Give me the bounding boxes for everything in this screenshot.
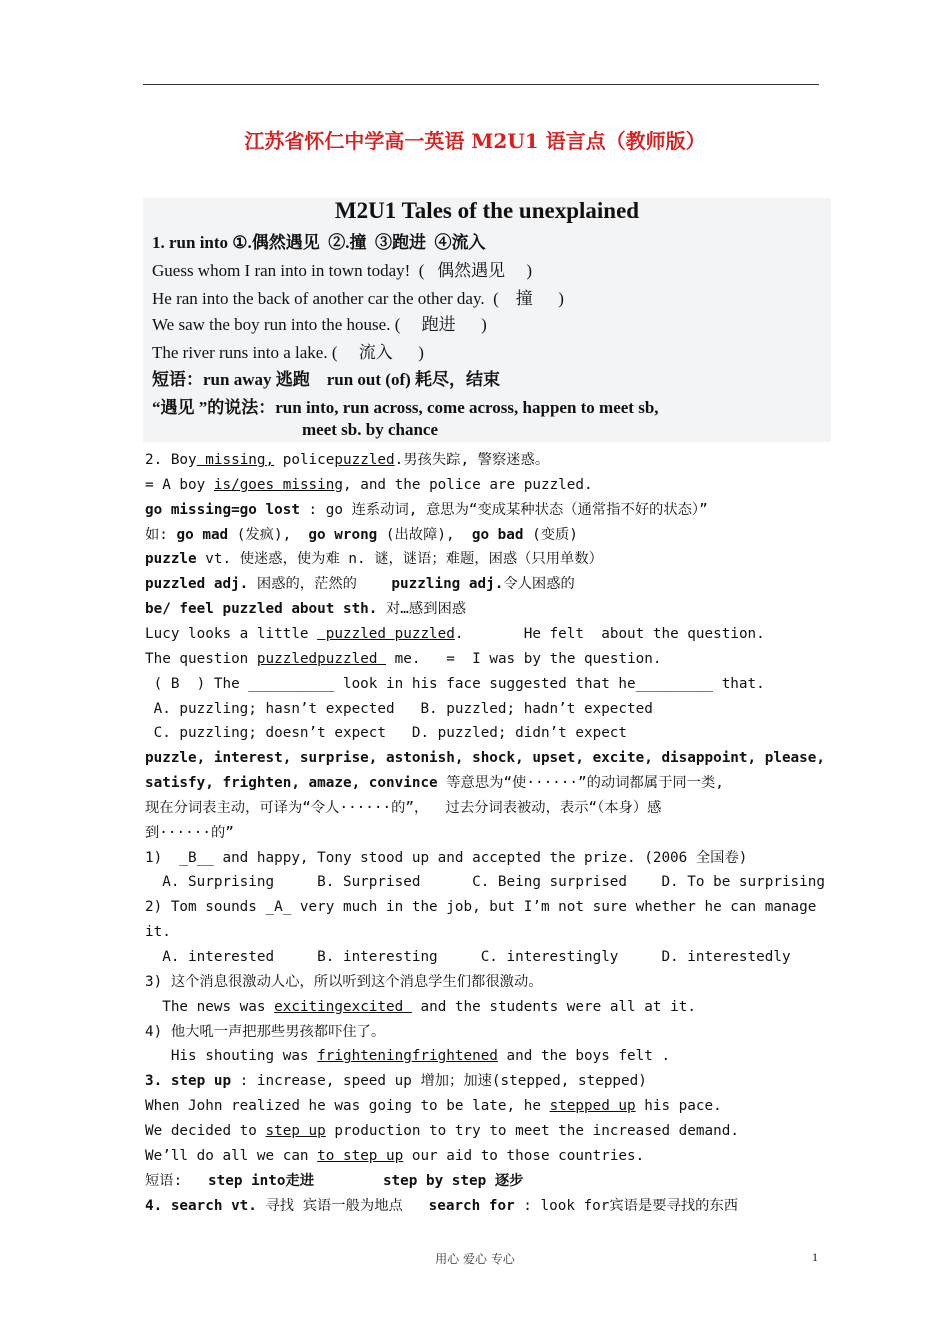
- bold-term: step into走进 step by step 逐步: [208, 1172, 524, 1189]
- text-run: 2. Boy: [145, 452, 197, 468]
- text-line: [145, 549, 603, 569]
- text-line: [145, 1071, 647, 1091]
- page-footer: 用心 爱心 专心: [435, 1252, 515, 1266]
- text-run: 到······的”: [145, 824, 234, 841]
- document-title: 江苏省怀仁中学高一英语 M2U1 语言点（教师版）: [244, 129, 706, 153]
- text-run: production to try to meet the increased demand.: [325, 1122, 739, 1139]
- text-run: We’ll do all we can: [145, 1147, 318, 1164]
- text-run: 令人困惑的: [503, 576, 575, 593]
- bold-term: go bad: [471, 526, 524, 543]
- text-run: at it.: [644, 998, 696, 1015]
- bold-term: 4. search vt.: [145, 1197, 257, 1214]
- text-line: [145, 1146, 644, 1166]
- panel-line: 1. run into ①.偶然遇见 ②.撞 ③跑进 ④流入: [152, 233, 486, 252]
- text-run: 短语:: [145, 1172, 209, 1189]
- underlined-answer: to step up: [317, 1147, 404, 1164]
- bold-term: puzzle: [145, 551, 197, 568]
- text-run: 4) 他大吼一声把那些男孩都吓住了。: [145, 1023, 386, 1040]
- bold-term: puzzled adj.: [145, 576, 249, 593]
- text-run: 寻找 宾语一般为地点: [256, 1197, 429, 1214]
- text-line: [145, 525, 578, 545]
- underlined-answer: excited: [343, 998, 412, 1015]
- text-run: The question: [145, 650, 257, 667]
- text-run: 1) _B__ and happy, Tony stood up and accepted the prize. (2006 全国卷): [145, 849, 748, 866]
- text-run: vt. 使迷惑，使为难 n. 谜，谜语；难题，困惑（只用单数）: [196, 551, 603, 568]
- text-run: police: [274, 452, 335, 468]
- text-line: [145, 922, 171, 942]
- text-run: The news was: [145, 998, 275, 1015]
- bold-term: go mad: [176, 526, 229, 543]
- bold-term: satisfy, frighten, amaze, convince: [145, 775, 438, 792]
- text-run: 对…感到困惑: [377, 601, 467, 618]
- text-run: me. = I was: [386, 650, 524, 667]
- text-line: [145, 1096, 722, 1116]
- text-run: Lucy looks a little: [145, 625, 318, 642]
- underlined-answer: frightening: [317, 1048, 412, 1065]
- text-run: about the question.: [592, 625, 765, 642]
- text-run: .男孩失踪, 警察迷惑。: [394, 452, 550, 468]
- panel-line: “遇见 ”的说法：run into, run across, come across, happen to meet sb,: [152, 398, 659, 417]
- panel-line: We saw the boy run into the house. ( 跑进 ): [152, 315, 487, 334]
- text-run: . He felt: [454, 625, 593, 642]
- bold-term: 3. step up: [145, 1073, 232, 1090]
- panel-heading: M2U1 Tales of the unexplained: [334, 198, 640, 223]
- text-run: it.: [145, 924, 171, 941]
- panel-line: He ran into the back of another car the other day. ( 撞 ): [152, 289, 564, 308]
- underlined-answer: missing,: [196, 452, 275, 468]
- text-run: 2) Tom sounds _A_ very much in the job, but I’m not sure whether he can manage: [145, 899, 817, 916]
- page-number: 1: [812, 1250, 818, 1264]
- screenshot-panel: [143, 198, 831, 442]
- underlined-answer: puzzled: [317, 625, 395, 642]
- text-line: [145, 450, 549, 470]
- text-line: [145, 649, 662, 669]
- panel-line: meet sb. by chance: [302, 420, 438, 439]
- underlined-answer: puzzled: [334, 452, 395, 468]
- text-run: , and the police are puzzled.: [343, 476, 593, 493]
- text-line: [145, 897, 816, 917]
- text-line: [145, 1121, 739, 1141]
- text-run: : increase, speed up 增加；加速(stepped, stepped): [231, 1073, 647, 1090]
- text-line: [145, 1196, 738, 1216]
- text-run: (出故障),: [377, 526, 472, 543]
- underlined-answer: frightened: [411, 1048, 498, 1065]
- underlined-answer: step up: [265, 1122, 326, 1139]
- panel-line: Guess whom I ran into in town today! ( 偶然遇见 ): [152, 261, 533, 280]
- text-line: [145, 947, 791, 967]
- bold-term: be/ feel puzzled about sth.: [145, 601, 378, 618]
- text-run: 现在分词表主动，可译为“令人······的”， 过去分词表被动，表示“（本身）感: [145, 799, 662, 816]
- text-run: His shouting was: [145, 1048, 318, 1065]
- text-run: A. Surprising B. Surprised C. Being surprised D. To be surprising: [145, 874, 825, 891]
- text-run: (发疯),: [228, 526, 309, 543]
- text-line: [145, 773, 724, 793]
- text-run: .: [661, 1048, 671, 1065]
- text-line: [145, 500, 708, 520]
- text-line: [145, 599, 466, 619]
- text-line: [145, 748, 825, 768]
- bold-term: go wrong: [308, 526, 378, 543]
- underlined-answer: is/goes missing: [213, 476, 343, 493]
- text-line: [145, 1046, 670, 1066]
- text-run: A. puzzling; hasn’t expected B. puzzled; hadn’t expected: [145, 700, 653, 717]
- text-run: (变质): [523, 526, 578, 543]
- text-line: [145, 699, 653, 719]
- text-run: : look for宾语是要寻找的东西: [514, 1197, 739, 1214]
- text-run: = A boy: [145, 476, 214, 493]
- text-line: [145, 972, 543, 992]
- panel-line: 短语：run away 逃跑 run out (of) 耗尽，结束: [152, 370, 501, 389]
- text-run: A. interested B. interesting C. interestingly D. interestedly: [145, 949, 791, 965]
- text-run: : go 连系动词, 意思为“变成某种状态（通常指不好的状态）”: [299, 501, 708, 518]
- text-run: 如:: [145, 526, 177, 543]
- underlined-answer: puzzled: [394, 625, 455, 642]
- bold-term: puzzle, interest, surprise, astonish, shock, upset, excite, disappoint, please,: [145, 750, 825, 767]
- text-run: ( B ) The __________ look in his face suggested that he_________ that.: [145, 675, 765, 692]
- text-run: When John realized he was going to be late, he: [145, 1098, 550, 1115]
- text-line: [145, 872, 825, 892]
- text-line: [145, 1022, 385, 1042]
- underlined-answer: exciting: [274, 998, 343, 1015]
- panel-line: The river runs into a lake. ( 流入 ): [152, 343, 424, 362]
- text-line: [145, 674, 765, 694]
- text-run: C. puzzling; doesn’t expect D. puzzled; didn’t expect: [145, 725, 628, 742]
- underlined-answer: stepped up: [549, 1098, 636, 1115]
- text-line: [145, 848, 747, 868]
- underlined-answer: puzzled: [256, 650, 318, 667]
- text-line: [145, 823, 234, 843]
- text-run: 等意思为“使······”的动词都属于同一类,: [437, 775, 724, 792]
- text-line: [145, 798, 661, 818]
- bold-term: search for: [428, 1197, 515, 1214]
- header-rule: [143, 84, 819, 85]
- text-line: [145, 475, 593, 495]
- text-run: by the question.: [523, 650, 662, 667]
- text-run: We decided to: [145, 1122, 266, 1139]
- text-line: [145, 624, 765, 644]
- text-run: his pace.: [635, 1098, 722, 1115]
- underlined-answer: puzzled: [317, 650, 387, 667]
- text-run: 3) 这个消息很激动人心，所以听到这个消息学生们都很激动。: [145, 973, 543, 990]
- text-line: [145, 997, 696, 1017]
- text-run: our aid to those countries.: [403, 1147, 645, 1164]
- text-line: [145, 723, 627, 743]
- bold-term: go missing=go lost: [145, 501, 300, 518]
- bold-term: puzzling adj.: [391, 576, 504, 593]
- text-run: 困惑的，茫然的: [248, 576, 392, 593]
- text-line: [145, 574, 575, 594]
- text-line: [145, 1171, 523, 1191]
- text-run: and the boys felt: [497, 1048, 662, 1065]
- text-run: and the students were all: [411, 998, 645, 1015]
